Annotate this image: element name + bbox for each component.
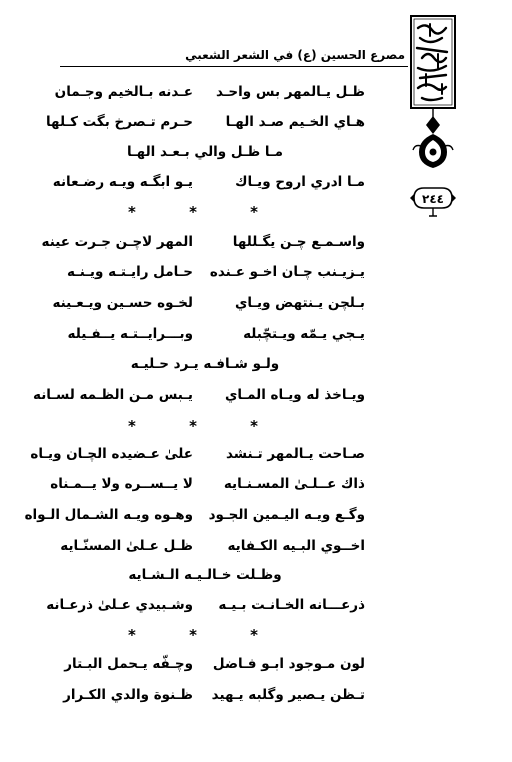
section-divider-stars: * * * [128,626,282,644]
poem-verse [45,80,365,104]
running-header-title: مصرع الحسين (ع) في الشعر الشعبي [185,48,405,62]
poem-refrain [45,352,365,376]
verse-first-hemistich: ظـل يـالمهر بس واحـد [216,84,365,100]
refrain-text: ولـو شـافـه يـرد حـليـه [130,356,280,372]
poem-verse [45,170,365,194]
verse-first-hemistich: ذرعـــانه الخـانـت بـيـه [218,597,365,613]
verse-first-hemistich: اخــوي البـيه الكـفايه [227,538,365,554]
poem-verse [33,383,365,407]
verse-first-hemistich: ويـاخذ له ويـاه المـاي [225,387,365,403]
poem-refrain [45,563,365,587]
verse-second-hemistich: وهـوه ويـه الشـمال الـواه [24,507,193,523]
header-rule [60,66,408,67]
poem-verse [45,260,365,284]
verse-first-hemistich: واسـمـع چـن يگـللها [232,234,365,250]
poem-verse [45,683,365,707]
verse-first-hemistich: صـاحت يـالمهر تـنشد [225,446,365,462]
verse-first-hemistich: وگـع ويـه اليـمين الجـود [208,507,365,523]
verse-second-hemistich: يـو ابگـه ويـه رضـعانه [52,174,193,190]
verse-second-hemistich: ظـل عـلىٰ المسنّـايه [60,538,193,554]
verse-second-hemistich: يـبس مـن الظـمه لسـانه [33,387,193,403]
verse-first-hemistich: يـزيـنب چـان اخـو عـنده [209,264,365,280]
poem-verse [45,534,365,558]
verse-second-hemistich: عـدنه بـالخيم وجـمان [54,84,193,100]
verse-second-hemistich: ظـنوة والدي الكـرار [63,687,193,703]
verse-second-hemistich: حـامل رايـتـه ويـنـه [66,264,193,280]
calligraphy-ornament [408,14,458,219]
refrain-text: وظـلت خـالـيـه الـشـايه [128,567,282,583]
verse-first-hemistich: مـا ادري اروح ويـاك [235,174,365,190]
poem-verse [45,322,365,346]
poem-verse [24,503,365,527]
diamond-ornament [426,116,440,134]
section-divider-stars: * * * [128,417,282,435]
verse-second-hemistich: لخـوه حسـين ويـعـينه [52,295,193,311]
poem-verse [45,110,365,134]
verse-second-hemistich: وشـبيدي عـلىٰ ذرعـانه [46,597,193,613]
poem-refrain [45,140,365,164]
poem-verse [45,472,365,496]
page-number-cartouche [410,188,456,208]
poem-verse [45,291,365,315]
refrain-text: مـا ظـل والي بـعـد الهـا [127,144,283,160]
poem-verse [30,442,365,466]
verse-first-hemistich: يـجي يـمّه ويـتچّبله [243,326,365,342]
verse-second-hemistich: وبـــرايــتـه يــفـيله [67,326,193,342]
verse-first-hemistich: هـاي الخـيم صـد الهـا [225,114,365,130]
section-divider-stars: * * * [128,203,282,221]
page-number: ٢٤٤ [422,192,444,206]
floral-medallion [413,134,453,168]
pendant-tail [429,208,437,216]
verse-second-hemistich: المهر لاچـن جـرت عينه [41,234,193,250]
verse-first-hemistich: ذاك عــلـىٰ المسـنـايه [223,476,365,492]
calligraphy-tablet [411,16,455,108]
verse-second-hemistich: وچـفّه يـحمل البـتار [64,656,193,672]
verse-second-hemistich: حـرم تـصرخ بگت كـلها [45,114,193,130]
poem-verse [45,593,365,617]
verse-first-hemistich: لون مـوجود ابـو فـاضل [212,656,365,672]
poem-verse [45,652,365,676]
verse-first-hemistich: بـلچن يـنتهض ويـاي [234,295,365,311]
poem-verse [41,230,365,254]
verse-second-hemistich: لا يــســره ولا يــمـناه [50,476,193,492]
verse-first-hemistich: تـظن يـصير وگلبه يـهيد [211,687,365,703]
verse-second-hemistich: علىٰ عـضيده الچـان ويـاه [30,446,193,462]
